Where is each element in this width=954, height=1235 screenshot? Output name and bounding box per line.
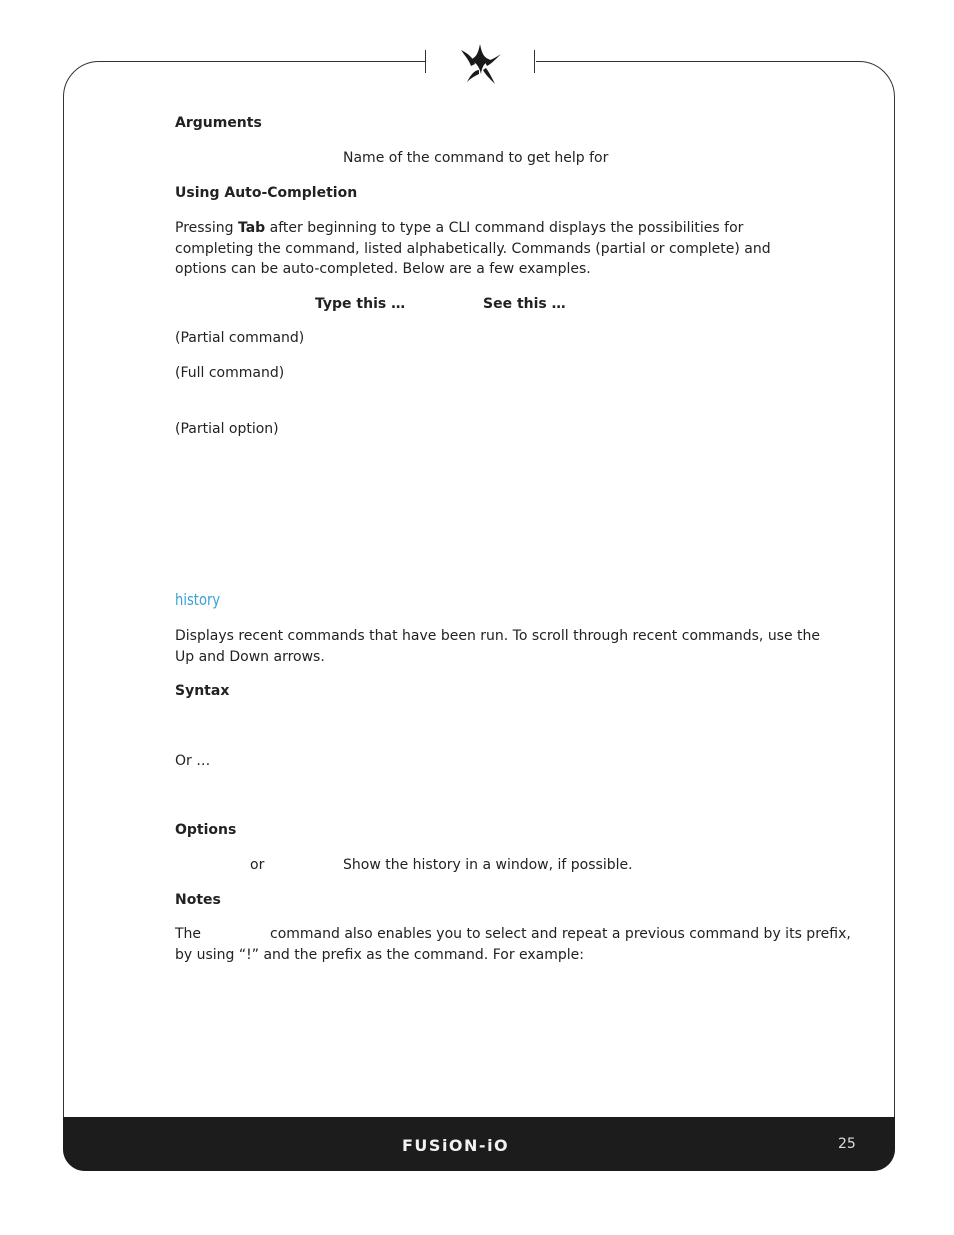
notes-text-start: The <box>175 926 202 942</box>
syntax-or-text: Or … <box>175 753 211 769</box>
arguments-description: Name of the command to get help for <box>343 150 609 166</box>
option-or-text: or <box>250 857 265 873</box>
tab-key-label: Tab <box>237 220 266 236</box>
option-description: Show the history in a window, if possible. <box>343 857 633 873</box>
intro-text-start: Pressing <box>175 220 238 236</box>
history-description: Displays recent commands that have been run. To scroll through recent commands, use the Up and Down arrows. <box>175 628 821 665</box>
row-label-partial-command: (Partial command) <box>175 330 305 346</box>
fusion-io-star-icon <box>451 40 509 88</box>
footer-brand-logo: FUSiON-iO <box>402 1136 510 1155</box>
auto-completion-heading: Using Auto-Completion <box>175 185 358 201</box>
row-label-partial-option: (Partial option) <box>175 421 279 437</box>
notes-text-line2: by using “!” and the prefix as the command. For example: <box>175 947 585 963</box>
page-number: 25 <box>838 1136 856 1152</box>
header-divider-right <box>534 50 535 73</box>
auto-completion-intro <box>175 218 825 280</box>
row-label-full-command: (Full command) <box>175 365 285 381</box>
notes-heading: Notes <box>175 892 221 908</box>
column-header-see-this: See this … <box>483 296 566 312</box>
history-section-title: history <box>175 590 221 609</box>
options-heading: Options <box>175 822 237 838</box>
arguments-heading: Arguments <box>175 115 262 131</box>
intro-text-end: after beginning to type a CLI command displays the possibilities for completing the command, listed alphabetically. Commands (partial or complete) and options can be auto-completed. Below are a few examples. <box>175 220 771 277</box>
column-header-type-this: Type this … <box>315 296 406 312</box>
syntax-heading: Syntax <box>175 683 230 699</box>
notes-text-end: command also enables you to select and repeat a previous command by its prefix, <box>270 926 851 942</box>
header-divider-left <box>425 50 426 73</box>
